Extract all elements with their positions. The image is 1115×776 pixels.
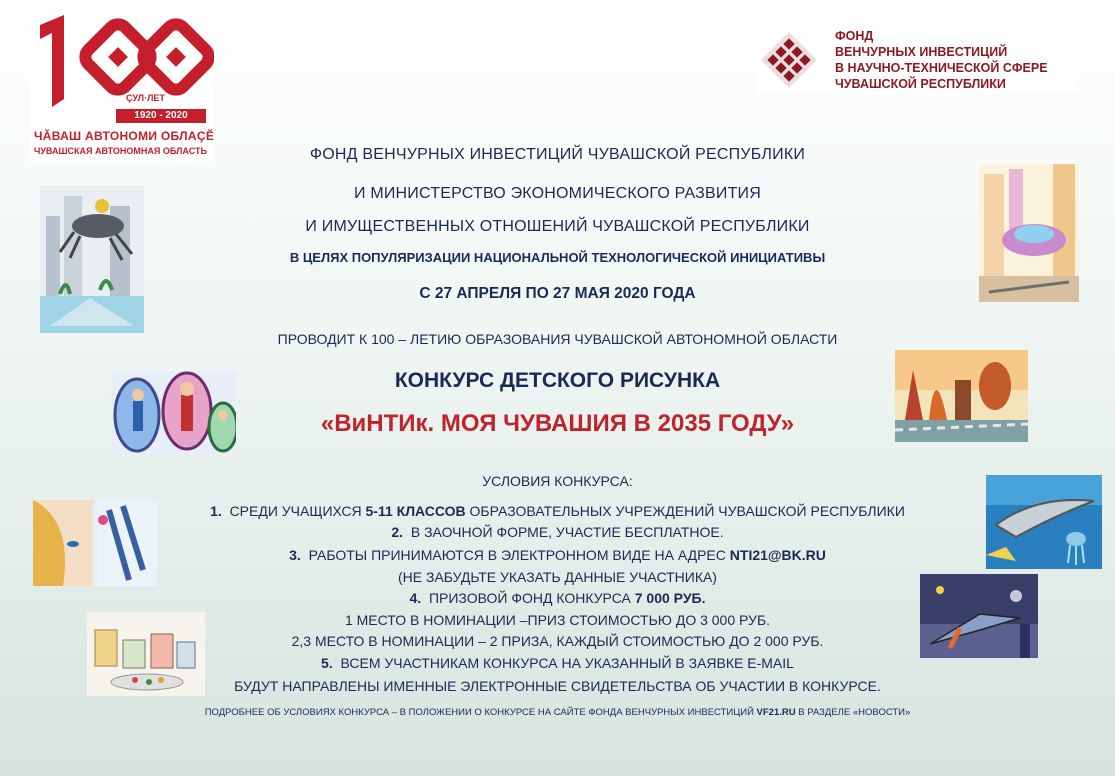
footer-text: В РАЗДЕЛЕ «НОВОСТИ» bbox=[795, 707, 911, 718]
condition-item-3 bbox=[0, 547, 1115, 563]
condition-item-4 bbox=[0, 590, 1115, 606]
fund-name bbox=[835, 28, 1048, 92]
condition-text: В ЗАОЧНОЙ ФОРМЕ, УЧАСТИЕ БЕСПЛАТНОЕ. bbox=[410, 524, 724, 540]
condition-text: ПРИЗОВОЙ ФОНД КОНКУРСА bbox=[428, 590, 635, 606]
condition-item-5-cont: БУДУТ НАПРАВЛЕНЫ ИМЕННЫЕ ЭЛЕКТРОННЫЕ СВИДЕТЕЛЬСТВА ОБ УЧАСТИИ В КОНКУРСЕ. bbox=[234, 678, 881, 694]
anniversary-chuvash-line: ЧĂВАШ АВТОНОМИ ОБЛАÇĔ bbox=[34, 129, 215, 143]
fund-logo bbox=[755, 24, 1078, 94]
fund-name-line: ФОНД bbox=[835, 29, 874, 43]
condition-item-1 bbox=[0, 503, 1115, 519]
condition-number: 1. bbox=[210, 503, 222, 519]
condition-number: 4. bbox=[409, 590, 422, 606]
occasion-line: ПРОВОДИТ К 100 – ЛЕТИЮ ОБРАЗОВАНИЯ ЧУВАШСКОЙ АВТОНОМНОЙ ОБЛАСТИ bbox=[277, 331, 838, 347]
anniversary-years: 1920 - 2020 bbox=[116, 109, 206, 123]
footer-site-link[interactable]: VF21.RU bbox=[756, 707, 796, 718]
condition-text: ВСЕМ УЧАСТНИКАМ КОНКУРСА НА УКАЗАННЫЙ В ЗАЯВКЕ E-MAIL bbox=[340, 655, 794, 671]
condition-number: 3. bbox=[289, 547, 301, 563]
organizer-line-1: ФОНД ВЕНЧУРНЫХ ИНВЕСТИЦИЙ ЧУВАШСКОЙ РЕСПУБЛИКИ bbox=[309, 146, 806, 163]
condition-number: 5. bbox=[321, 655, 333, 671]
organizer-line-3: И ИМУЩЕСТВЕННЫХ ОТНОШЕНИЙ ЧУВАШСКОЙ РЕСПУБЛИКИ bbox=[305, 218, 810, 235]
condition-text: РАБОТЫ ПРИНИМАЮТСЯ В ЭЛЕКТРОННОМ ВИДЕ НА АДРЕС bbox=[308, 547, 730, 563]
condition-item-2 bbox=[0, 524, 1115, 540]
prize-fund-amount: 7 000 РУБ. bbox=[634, 590, 706, 606]
anniversary-russian-line: ЧУВАШСКАЯ АВТОНОМНАЯ ОБЛАСТЬ bbox=[34, 146, 207, 156]
prize-second-third-place: 2,3 МЕСТО В НОМИНАЦИИ – 2 ПРИЗА, КАЖДЫЙ СТОИМОСТЬЮ ДО 2 000 РУБ. bbox=[291, 633, 824, 649]
fund-name-line: ВЕНЧУРНЫХ ИНВЕСТИЦИЙ bbox=[835, 45, 1008, 59]
condition-text: ОБРАЗОВАТЕЛЬНЫХ УЧРЕЖДЕНИЙ ЧУВАШСКОЙ РЕСПУБЛИКИ bbox=[465, 503, 905, 519]
condition-grades: 5-11 КЛАССОВ bbox=[365, 503, 466, 519]
organizer-line-2: И МИНИСТЕРСТВО ЭКОНОМИЧЕСКОГО РАЗВИТИЯ bbox=[353, 185, 762, 202]
contest-title: КОНКУРС ДЕТСКОГО РИСУНКА bbox=[394, 369, 721, 392]
condition-item-5 bbox=[0, 655, 1115, 671]
anniversary-logo bbox=[30, 3, 214, 161]
prize-first-place: 1 МЕСТО В НОМИНАЦИИ –ПРИЗ СТОИМОСТЬЮ ДО 3 000 РУБ. bbox=[344, 612, 771, 628]
dates-line: С 27 АПРЕЛЯ ПО 27 МАЯ 2020 ГОДА bbox=[419, 285, 696, 302]
contest-name: «ВиНТИк. МОЯ ЧУВАШИЯ В 2035 ГОДУ» bbox=[320, 410, 795, 437]
contest-email: NTI21@BK.RU bbox=[729, 547, 826, 563]
condition-item-3-note: (НЕ ЗАБУДЬТЕ УКАЗАТЬ ДАННЫЕ УЧАСТНИКА) bbox=[398, 569, 717, 585]
footer-text: ПОДРОБНЕЕ ОБ УСЛОВИЯХ КОНКУРСА – В ПОЛОЖЕНИИ О КОНКУРСЕ НА САЙТЕ ФОНДА ВЕНЧУРНЫХ ИНВЕСТИЦИЙ bbox=[204, 707, 757, 718]
fund-name-line: В НАУЧНО-ТЕХНИЧЕСКОЙ СФЕРЕ bbox=[835, 61, 1048, 75]
hundred-emblem-icon bbox=[30, 3, 214, 113]
footer-note bbox=[0, 707, 1115, 718]
anniversary-sub: ÇУЛ·ЛЕТ bbox=[126, 93, 165, 103]
purpose-line: В ЦЕЛЯХ ПОПУЛЯРИЗАЦИИ НАЦИОНАЛЬНОЙ ТЕХНОЛОГИЧЕСКОЙ ИНИЦИАТИВЫ bbox=[289, 250, 826, 265]
condition-number: 2. bbox=[391, 524, 404, 540]
conditions-heading: УСЛОВИЯ КОНКУРСА: bbox=[482, 473, 633, 489]
condition-text: СРЕДИ УЧАЩИХСЯ bbox=[229, 503, 366, 519]
fund-name-line: ЧУВАШСКОЙ РЕСПУБЛИКИ bbox=[835, 77, 1006, 91]
fund-emblem-icon bbox=[759, 30, 819, 90]
